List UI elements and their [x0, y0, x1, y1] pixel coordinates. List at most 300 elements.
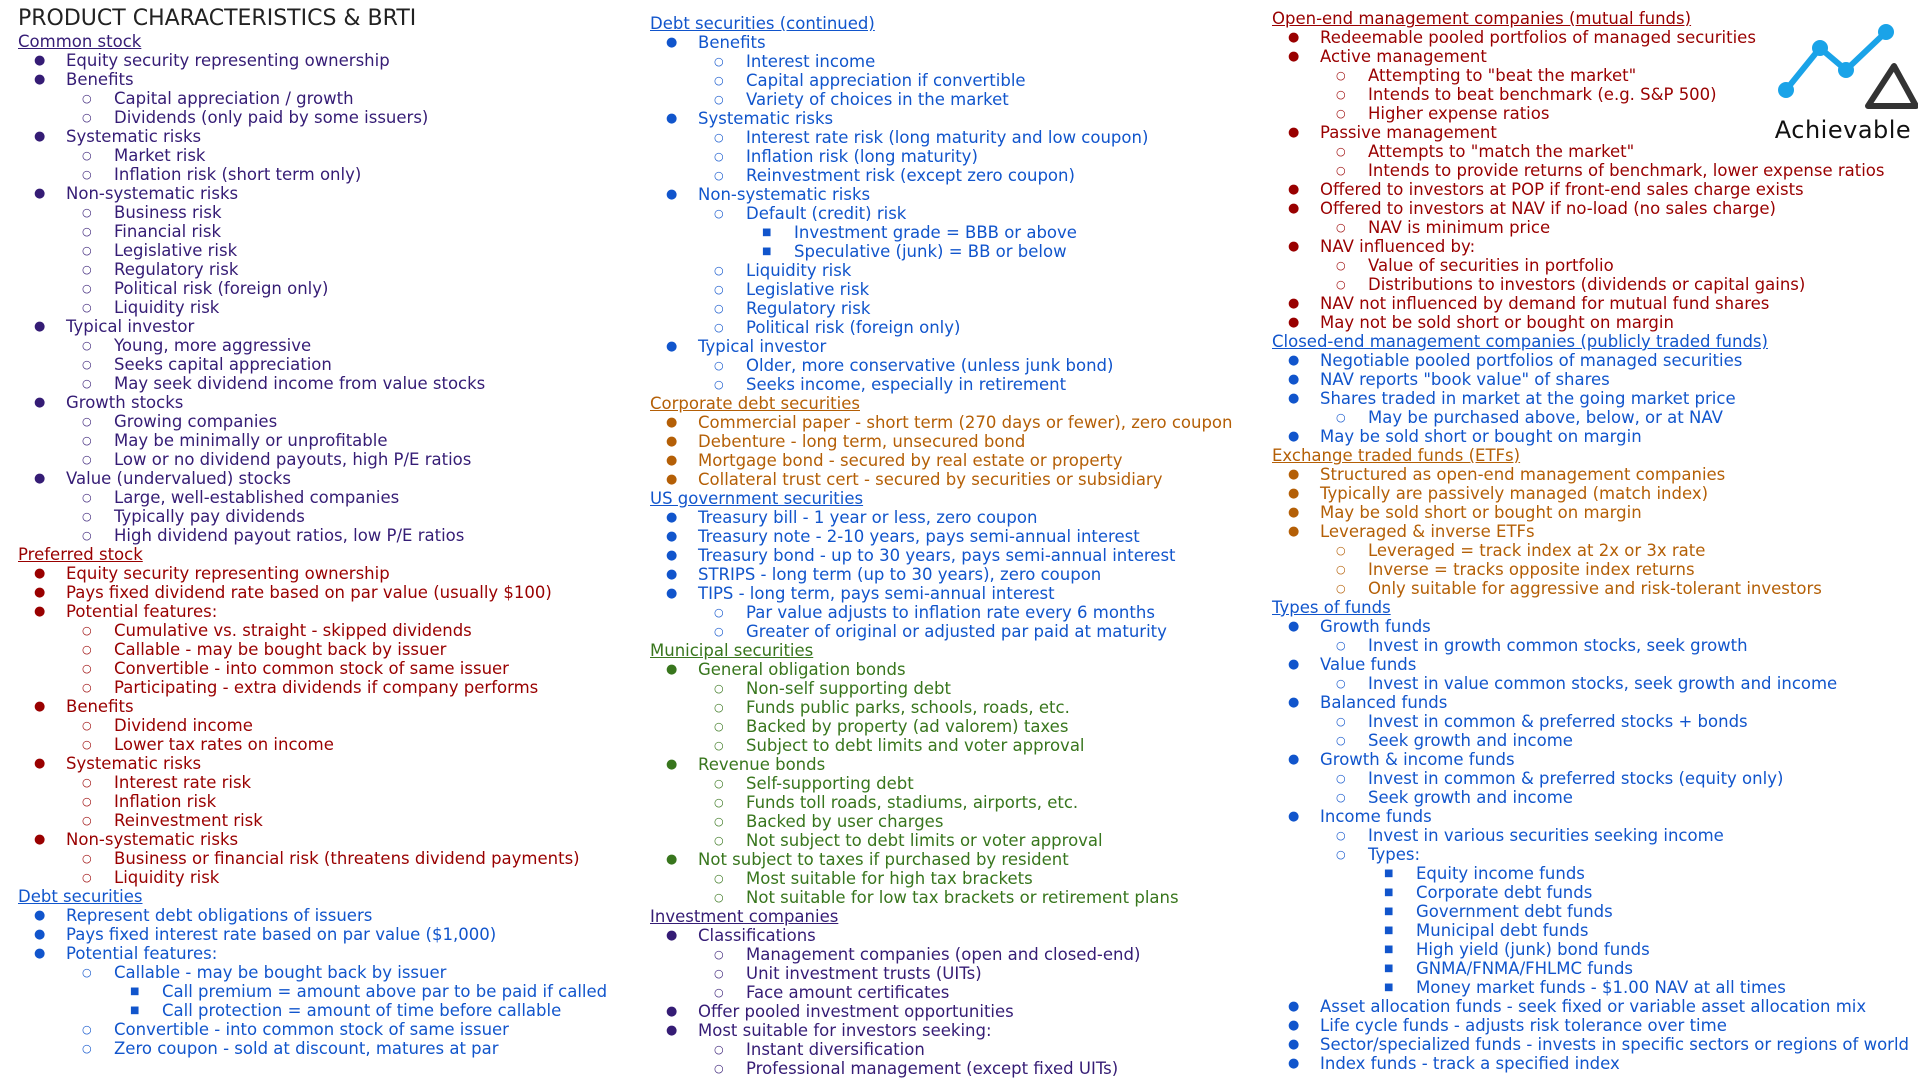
list-item-text: Equity income funds — [1416, 864, 1585, 883]
list-item-text: Not subject to taxes if purchased by resident — [698, 850, 1069, 869]
bullet-icon: ○ — [714, 815, 724, 828]
list-item-text: Typically are passively managed (match index) — [1320, 484, 1709, 503]
list-item — [650, 128, 1260, 147]
bullet-icon: ○ — [82, 282, 92, 295]
bullet-icon: ■ — [762, 227, 772, 238]
list-item — [650, 375, 1260, 394]
list-item-text: Cumulative vs. straight - skipped dividends — [114, 621, 472, 640]
list-item — [650, 660, 1260, 679]
list-item — [1272, 997, 1917, 1016]
bullet-icon: ● — [1288, 239, 1300, 254]
list-item-text: Systematic risks — [66, 754, 202, 773]
list-item-text: NAV is minimum price — [1368, 218, 1551, 237]
list-item-text: NAV influenced by: — [1320, 237, 1476, 256]
list-item — [1272, 750, 1917, 769]
list-item-text: Seeks income, especially in retirement — [746, 375, 1067, 394]
list-item-text: Dividend income — [114, 716, 253, 735]
bullet-icon: ● — [1288, 391, 1300, 406]
list-item-text: Intends to provide returns of benchmark, lower expense ratios — [1368, 161, 1885, 180]
list-item-text: Equity security representing ownership — [66, 51, 390, 70]
list-item — [18, 1001, 638, 1020]
list-item-text: Debenture - long term, unsecured bond — [698, 432, 1026, 451]
list-item-text: Inverse = tracks opposite index returns — [1368, 560, 1695, 579]
list-item-text: Commercial paper - short term (270 days or fewer), zero coupon — [698, 413, 1233, 432]
list-item-text: Leveraged = track index at 2x or 3x rate — [1368, 541, 1706, 560]
list-item — [18, 849, 638, 868]
list-item-text: Non-systematic risks — [66, 830, 239, 849]
list-item-text: Treasury note - 2-10 years, pays semi-annual interest — [698, 527, 1140, 546]
list-item — [18, 393, 638, 412]
list-item-text: Regulatory risk — [746, 299, 871, 318]
list-item — [18, 70, 638, 89]
list-item-text: Young, more aggressive — [114, 336, 312, 355]
bullet-icon: ● — [1288, 809, 1300, 824]
list-item — [1272, 408, 1917, 427]
list-item-text: STRIPS - long term (up to 30 years), zero coupon — [698, 565, 1102, 584]
bullet-icon: ○ — [82, 814, 92, 827]
bullet-icon: ○ — [82, 415, 92, 428]
bullet-icon: ● — [34, 604, 46, 619]
list-item — [650, 793, 1260, 812]
bullet-icon: ● — [1288, 752, 1300, 767]
section-heading: Open-end management companies (mutual funds) — [1272, 9, 1692, 28]
list-item-text: Pays fixed interest rate based on par value ($1,000) — [66, 925, 497, 944]
list-item — [650, 527, 1260, 546]
list-item-text: Most suitable for high tax brackets — [746, 869, 1033, 888]
list-item — [18, 944, 638, 963]
bullet-icon: ○ — [1336, 69, 1346, 82]
list-item — [650, 242, 1260, 261]
page-title: PRODUCT CHARACTERISTICS & BRTI — [18, 6, 417, 31]
list-item — [1272, 978, 1917, 997]
list-item-text: Index funds - track a specified index — [1320, 1054, 1620, 1073]
list-item-text: Higher expense ratios — [1368, 104, 1550, 123]
bullet-icon: ● — [666, 35, 678, 50]
list-item — [650, 964, 1260, 983]
list-item — [650, 1021, 1260, 1040]
bullet-icon: ○ — [82, 168, 92, 181]
bullet-icon: ● — [666, 662, 678, 677]
section-heading: Types of funds — [1272, 598, 1391, 617]
bullet-icon: ○ — [1336, 829, 1346, 842]
bullet-icon: ■ — [130, 1005, 140, 1016]
bullet-icon: ○ — [82, 795, 92, 808]
list-item-text: Self-supporting debt — [746, 774, 914, 793]
list-item-text: Collateral trust cert - secured by securities or subsidiary — [698, 470, 1163, 489]
bullet-icon: ○ — [714, 264, 724, 277]
list-item-text: Backed by property (ad valorem) taxes — [746, 717, 1069, 736]
list-item — [1272, 1054, 1917, 1073]
list-item — [650, 90, 1260, 109]
list-item — [1272, 484, 1917, 503]
bullet-icon: ○ — [714, 207, 724, 220]
list-item-text: Variety of choices in the market — [746, 90, 1009, 109]
list-item — [1272, 712, 1917, 731]
list-item — [650, 717, 1260, 736]
bullet-icon: ● — [1288, 125, 1300, 140]
list-item-text: Typical investor — [66, 317, 195, 336]
bullet-icon: ● — [34, 129, 46, 144]
list-item — [650, 52, 1260, 71]
list-item — [1272, 1035, 1917, 1054]
bullet-icon: ○ — [714, 891, 724, 904]
column-2 — [650, 14, 1260, 1078]
list-item — [650, 318, 1260, 337]
list-item — [650, 109, 1260, 128]
bullet-icon: ■ — [1384, 944, 1394, 955]
bullet-icon: ○ — [82, 871, 92, 884]
bullet-icon: ○ — [714, 625, 724, 638]
list-item — [650, 470, 1260, 489]
bullet-icon: ● — [666, 529, 678, 544]
list-item-text: May be minimally or unprofitable — [114, 431, 388, 450]
list-item-text: Liquidity risk — [114, 298, 220, 317]
list-item — [1272, 370, 1917, 389]
section-heading: Municipal securities — [650, 641, 814, 660]
list-item-text: Growth & income funds — [1320, 750, 1515, 769]
list-item — [650, 356, 1260, 375]
bullet-icon: ■ — [1384, 925, 1394, 936]
list-item — [18, 526, 638, 545]
list-item-text: Low or no dividend payouts, high P/E ratios — [114, 450, 472, 469]
list-item — [1272, 199, 1917, 218]
bullet-icon: ○ — [82, 453, 92, 466]
bullet-icon: ○ — [82, 244, 92, 257]
bullet-icon: ○ — [82, 339, 92, 352]
bullet-icon: ○ — [714, 739, 724, 752]
list-item-text: Growing companies — [114, 412, 278, 431]
bullet-icon: ○ — [1336, 677, 1346, 690]
bullet-icon: ● — [666, 852, 678, 867]
list-item-text: Intends to beat benchmark (e.g. S&P 500) — [1368, 85, 1717, 104]
list-item-text: Interest rate risk — [114, 773, 252, 792]
bullet-icon: ○ — [82, 1023, 92, 1036]
list-item-text: Benefits — [698, 33, 766, 52]
list-item — [18, 868, 638, 887]
list-item — [1272, 161, 1917, 180]
list-item-text: Attempts to "match the market" — [1368, 142, 1635, 161]
list-item-text: Invest in growth common stocks, seek growth — [1368, 636, 1748, 655]
list-item-text: Treasury bond - up to 30 years, pays semi-annual interest — [698, 546, 1176, 565]
list-item — [650, 185, 1260, 204]
bullet-icon: ○ — [82, 92, 92, 105]
bullet-icon: ○ — [82, 510, 92, 523]
list-item-text: Zero coupon - sold at discount, matures at par — [114, 1039, 499, 1058]
list-item-text: Liquidity risk — [114, 868, 220, 887]
list-item-text: Active management — [1320, 47, 1487, 66]
bullet-icon: ○ — [1336, 734, 1346, 747]
list-item — [650, 413, 1260, 432]
bullet-icon: ○ — [714, 378, 724, 391]
bullet-icon: ● — [34, 186, 46, 201]
list-item-text: Interest rate risk (long maturity and low coupon) — [746, 128, 1149, 147]
list-item — [650, 1002, 1260, 1021]
list-item-text: May seek dividend income from value stocks — [114, 374, 486, 393]
list-item-text: Offered to investors at POP if front-end sales charge exists — [1320, 180, 1804, 199]
list-item-text: Financial risk — [114, 222, 222, 241]
list-item-text: Legislative risk — [746, 280, 870, 299]
bullet-icon: ○ — [714, 93, 724, 106]
bullet-icon: ○ — [1336, 544, 1346, 557]
bullet-icon: ● — [666, 757, 678, 772]
list-item-text: Speculative (junk) = BB or below — [794, 242, 1067, 261]
bullet-icon: ○ — [82, 377, 92, 390]
list-item — [650, 546, 1260, 565]
list-item-text: Mortgage bond - secured by real estate or property — [698, 451, 1123, 470]
list-item — [650, 71, 1260, 90]
bullet-icon: ● — [1288, 486, 1300, 501]
list-item — [1272, 294, 1917, 313]
list-item — [1272, 826, 1917, 845]
bullet-icon: ○ — [1336, 278, 1346, 291]
list-item-text: Invest in common & preferred stocks (equity only) — [1368, 769, 1784, 788]
list-item — [650, 983, 1260, 1002]
list-item — [650, 432, 1260, 451]
list-item — [18, 963, 638, 982]
list-item — [1272, 313, 1917, 332]
list-item-text: Invest in value common stocks, seek growth and income — [1368, 674, 1838, 693]
list-item-text: Life cycle funds - adjusts risk tolerance over time — [1320, 1016, 1727, 1035]
list-item-text: Only suitable for aggressive and risk-tolerant investors — [1368, 579, 1822, 598]
bullet-icon: ○ — [714, 701, 724, 714]
bullet-icon: ● — [666, 453, 678, 468]
list-item — [650, 337, 1260, 356]
list-item-text: Distributions to investors (dividends or capital gains) — [1368, 275, 1806, 294]
list-item — [18, 317, 638, 336]
list-item — [18, 412, 638, 431]
list-item — [1272, 503, 1917, 522]
list-item-text: Funds public parks, schools, roads, etc. — [746, 698, 1070, 717]
list-item-text: Invest in common & preferred stocks + bonds — [1368, 712, 1748, 731]
list-item — [18, 811, 638, 830]
list-item — [18, 678, 638, 697]
bullet-icon: ● — [34, 927, 46, 942]
list-item — [18, 564, 638, 583]
list-item-text: Seek growth and income — [1368, 731, 1573, 750]
list-item-text: Non-self supporting debt — [746, 679, 951, 698]
list-item-text: Money market funds - $1.00 NAV at all times — [1416, 978, 1786, 997]
section-heading: Preferred stock — [18, 545, 143, 564]
list-item-text: Pays fixed dividend rate based on par value (usually $100) — [66, 583, 552, 602]
list-item-text: High dividend payout ratios, low P/E ratios — [114, 526, 465, 545]
list-item-text: Value funds — [1320, 655, 1417, 674]
list-item — [18, 51, 638, 70]
bullet-icon: ● — [34, 946, 46, 961]
list-item-text: Capital appreciation if convertible — [746, 71, 1026, 90]
bullet-icon: ● — [666, 339, 678, 354]
bullet-icon: ○ — [714, 321, 724, 334]
bullet-icon: ○ — [1336, 221, 1346, 234]
list-item-text: Backed by user charges — [746, 812, 944, 831]
list-item-text: May be purchased above, below, or at NAV — [1368, 408, 1723, 427]
list-item — [1272, 560, 1917, 579]
bullet-icon: ○ — [714, 302, 724, 315]
list-item-text: Business risk — [114, 203, 222, 222]
list-item — [18, 127, 638, 146]
list-item — [18, 773, 638, 792]
list-item-text: Government debt funds — [1416, 902, 1613, 921]
list-item-text: Convertible - into common stock of same issuer — [114, 1020, 509, 1039]
list-item — [18, 89, 638, 108]
bullet-icon: ○ — [714, 359, 724, 372]
list-item — [18, 260, 638, 279]
bullet-icon: ○ — [714, 1043, 724, 1056]
list-item — [1272, 579, 1917, 598]
bullet-icon: ○ — [1336, 582, 1346, 595]
list-item — [650, 698, 1260, 717]
list-item-text: Reinvestment risk — [114, 811, 263, 830]
bullet-icon: ● — [1288, 657, 1300, 672]
list-item — [18, 583, 638, 602]
list-item-text: Represent debt obligations of issuers — [66, 906, 373, 925]
list-item-text: Passive management — [1320, 123, 1497, 142]
list-item — [1272, 655, 1917, 674]
bullet-icon: ○ — [714, 777, 724, 790]
bullet-icon: ○ — [1336, 259, 1346, 272]
section-heading: Debt securities — [18, 887, 143, 906]
list-item-text: Participating - extra dividends if company performs — [114, 678, 539, 697]
list-item — [18, 735, 638, 754]
list-item-text: Seeks capital appreciation — [114, 355, 332, 374]
section-heading: Corporate debt securities — [650, 394, 860, 413]
list-item-text: Subject to debt limits and voter approval — [746, 736, 1085, 755]
list-item-text: Lower tax rates on income — [114, 735, 334, 754]
list-item — [1272, 902, 1917, 921]
list-item — [1272, 788, 1917, 807]
list-item-text: Offer pooled investment opportunities — [698, 1002, 1014, 1021]
list-item-text: Dividends (only paid by some issuers) — [114, 108, 429, 127]
list-item-text: Value of securities in portfolio — [1368, 256, 1614, 275]
list-item — [650, 679, 1260, 698]
list-item — [1272, 674, 1917, 693]
list-item — [18, 697, 638, 716]
bullet-icon: ○ — [714, 1062, 724, 1075]
list-item — [1272, 940, 1917, 959]
bullet-icon: ○ — [82, 111, 92, 124]
list-item — [1272, 921, 1917, 940]
bullet-icon: ○ — [82, 966, 92, 979]
bullet-icon: ● — [34, 53, 46, 68]
list-item-text: Par value adjusts to inflation rate every 6 months — [746, 603, 1155, 622]
achievable-logo-icon — [1768, 18, 1918, 113]
bullet-icon: ○ — [714, 131, 724, 144]
list-item-text: Greater of original or adjusted par paid at maturity — [746, 622, 1167, 641]
bullet-icon: ○ — [82, 434, 92, 447]
list-item-text: Typical investor — [698, 337, 827, 356]
list-item-text: Structured as open-end management companies — [1320, 465, 1726, 484]
column-3 — [1272, 9, 1917, 1073]
bullet-icon: ○ — [714, 169, 724, 182]
list-item — [650, 147, 1260, 166]
bullet-icon: ○ — [714, 720, 724, 733]
list-item — [650, 736, 1260, 755]
bullet-icon: ○ — [714, 606, 724, 619]
list-item-text: Growth stocks — [66, 393, 184, 412]
bullet-icon: ■ — [1384, 906, 1394, 917]
section-heading: US government securities — [650, 489, 864, 508]
list-item — [18, 469, 638, 488]
list-item-text: High yield (junk) bond funds — [1416, 940, 1650, 959]
list-item — [18, 355, 638, 374]
list-item — [18, 507, 638, 526]
bullet-icon: ○ — [82, 225, 92, 238]
list-item — [18, 640, 638, 659]
bullet-icon: ● — [1288, 1018, 1300, 1033]
list-item — [18, 925, 638, 944]
bullet-icon: ● — [666, 1004, 678, 1019]
bullet-icon: ○ — [1336, 411, 1346, 424]
bullet-icon: ■ — [1384, 982, 1394, 993]
bullet-icon: ○ — [82, 301, 92, 314]
section-heading: Closed-end management companies (publicly traded funds) — [1272, 332, 1768, 351]
list-item — [1272, 351, 1917, 370]
bullet-icon: ● — [666, 472, 678, 487]
list-item — [18, 203, 638, 222]
list-item-text: May be sold short or bought on margin — [1320, 503, 1642, 522]
list-item — [650, 603, 1260, 622]
list-item-text: Large, well-established companies — [114, 488, 400, 507]
list-item — [1272, 522, 1917, 541]
bullet-icon: ● — [34, 585, 46, 600]
list-item — [1272, 180, 1917, 199]
bullet-icon: ○ — [82, 149, 92, 162]
list-item — [1272, 389, 1917, 408]
bullet-icon: ● — [666, 548, 678, 563]
list-item-text: Benefits — [66, 70, 134, 89]
list-item-text: May not be sold short or bought on margin — [1320, 313, 1674, 332]
list-item-text: Systematic risks — [66, 127, 202, 146]
list-item — [650, 812, 1260, 831]
list-item — [18, 792, 638, 811]
list-item-text: Market risk — [114, 146, 206, 165]
list-item — [1272, 636, 1917, 655]
list-item-text: May be sold short or bought on margin — [1320, 427, 1642, 446]
list-item — [1272, 617, 1917, 636]
bullet-icon: ○ — [1336, 88, 1346, 101]
list-item — [1272, 959, 1917, 978]
list-item-text: Political risk (foreign only) — [114, 279, 329, 298]
list-item — [18, 602, 638, 621]
bullet-icon: ○ — [82, 263, 92, 276]
list-item-text: Legislative risk — [114, 241, 238, 260]
bullet-icon: ● — [666, 586, 678, 601]
list-item-text: Liquidity risk — [746, 261, 852, 280]
bullet-icon: ● — [34, 832, 46, 847]
list-item-text: NAV reports "book value" of shares — [1320, 370, 1610, 389]
bullet-icon: ● — [1288, 695, 1300, 710]
list-item-text: Types: — [1368, 845, 1421, 864]
bullet-icon: ● — [666, 187, 678, 202]
bullet-icon: ● — [666, 928, 678, 943]
bullet-icon: ○ — [1336, 715, 1346, 728]
list-item-text: Convertible - into common stock of same issuer — [114, 659, 509, 678]
list-item — [18, 241, 638, 260]
list-item-text: Most suitable for investors seeking: — [698, 1021, 992, 1040]
bullet-icon: ● — [666, 1023, 678, 1038]
bullet-icon: ○ — [714, 74, 724, 87]
list-item — [18, 754, 638, 773]
list-item — [650, 831, 1260, 850]
list-item-text: Income funds — [1320, 807, 1432, 826]
bullet-icon: ○ — [1336, 164, 1346, 177]
list-item — [18, 1020, 638, 1039]
achievable-logo — [1768, 18, 1918, 148]
bullet-icon: ● — [1288, 1056, 1300, 1071]
list-item-text: Professional management (except fixed UITs) — [746, 1059, 1119, 1078]
bullet-icon: ○ — [82, 358, 92, 371]
list-item — [1272, 218, 1917, 237]
bullet-icon: ● — [666, 111, 678, 126]
